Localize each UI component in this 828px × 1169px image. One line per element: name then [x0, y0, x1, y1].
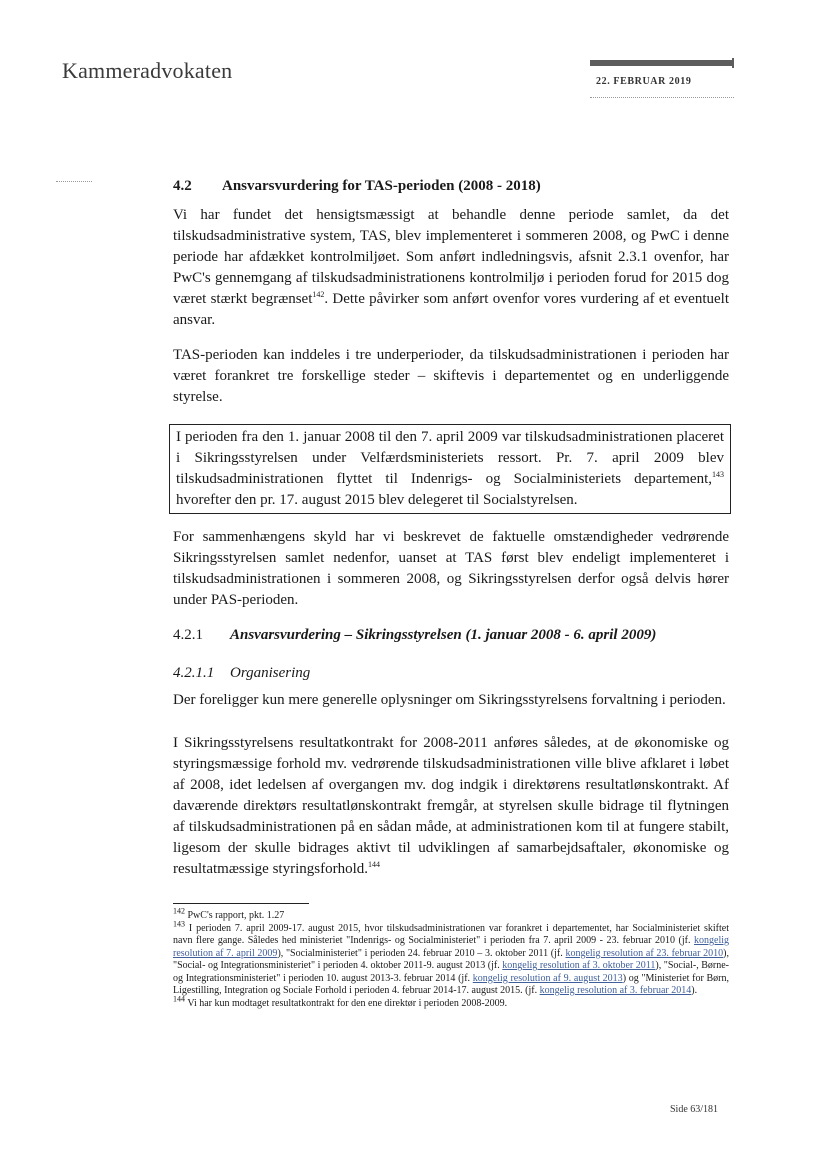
resolution-link-2011[interactable]: kongelig resolution af 3. oktober 2011 [502, 960, 656, 971]
subsubsection-number: 4.2.1.1 [173, 665, 215, 681]
box-text: I perioden fra den 1. januar 2008 til den 7. april 2009 var tilskudsadministrationen placeret i Sikringsstyrelsen under Velfærdsministeriets ressort. Pr. 7. april 2009 blev tilskudsadministrationen flyttet til Indenrigs- og Socialministeriets departement, [176, 429, 724, 487]
footnote-number: 143 [173, 919, 185, 929]
header-bar [590, 60, 734, 66]
subsection-title: Ansvarsvurdering – Sikringsstyrelsen (1. januar 2008 - 6. april 2009) [230, 627, 657, 643]
resolution-link-2013[interactable]: kongelig resolution af 9. august 2013 [472, 972, 623, 984]
footnote-divider [173, 903, 309, 904]
paragraph-contract [173, 733, 729, 880]
footnote-144 [173, 994, 729, 1011]
paragraph-text: I Sikringsstyrelsens resultatkontrakt for 2008-2011 anføres således, at de økonomiske og styringsmæssige forhold mv. vedrørende tilskudsadministrationen ville blive afklaret i løbet af 2008, idet ledelsen af overgangen mv. dog indgik i direktørens resultatlønskontrakt. Af daværende direktørs resultatlønskontrakt fremgår, at styrelsen skulle bidrage til flytningen af tilskudsadministrationen på en sådan måde, at administrationen kom til at fungere stabilt, ligesom der skulle bidrages aktivt til udviklingen af samarbejdsaftaler, økonomiske og resultatmæssige styringsforhold. [173, 735, 729, 877]
footnote-ref-142[interactable]: 142 [312, 290, 325, 299]
header-divider [590, 97, 734, 98]
footnote-text: PwC's rapport, pkt. 1.27 [185, 910, 285, 921]
paragraph-text-tail: . Dette påvirker som anført ovenfor vores vurdering af et eventuelt ansvar. [173, 291, 729, 328]
firm-logo-text: Kammeradvokaten [62, 58, 233, 83]
subsection-number: 4.2.1 [173, 627, 203, 643]
summary-box [169, 424, 731, 514]
footnote-text: ). [691, 985, 698, 996]
footnote-text: ) og "Ministeriet for Børn, Ligestilling, Integration og Sociale Forhold i perioden 4. februar 2014-17. august 2015. (jf. [173, 972, 729, 996]
footnotes [173, 906, 730, 1010]
document-date: 22. FEBRUAR 2019 [596, 76, 692, 87]
paragraph-intro [173, 205, 729, 331]
section-heading [173, 178, 541, 195]
header-bar-end [732, 58, 734, 68]
footnote-142 [173, 906, 729, 923]
footnote-ref-143[interactable]: 143 [712, 470, 724, 479]
page-number: Side 63/181 [670, 1104, 719, 1115]
footnote-text: ), "Social- og Integrationsministeriet" i perioden 4. oktober 2011-9. august 2013 (jf. [173, 947, 729, 971]
paragraph-context: For sammenhængens skyld har vi beskrevet de faktuelle omstændigheder vedrørende Sikringsstyrelsen samlet nedenfor, uanset at TAS først blev endeligt implementeret i tilskudsadministrationen i sommeren 2008, og Sikringsstyrelsen derfor også delvis hører under PAS-perioden. [173, 529, 729, 608]
footnote-ref-144[interactable]: 144 [368, 860, 380, 869]
section-number: 4.2 [173, 178, 192, 194]
subsubsection-heading [173, 665, 310, 682]
resolution-link-2010[interactable]: kongelig resolution af 23. februar 2010 [565, 947, 724, 959]
paragraph-organisation: Der foreligger kun mere generelle oplysninger om Sikringsstyrelsens forvaltning i perioden. [173, 692, 726, 708]
subsubsection-title: Organisering [230, 665, 311, 681]
footnote-text: ), "Social-, Børne- og Integrationsministeriet" i perioden 10. august 2013-3. februar 2014 (jf. [173, 960, 730, 984]
section-title: Ansvarsvurdering for TAS-perioden (2008 - 2018) [222, 178, 541, 194]
subsection-heading [173, 627, 656, 644]
footnote-text: Vi har kun modtaget resultatkontrakt for den ene direktør i perioden 2008-2009. [185, 997, 508, 1009]
footnote-number: 142 [173, 906, 185, 916]
footnote-text: I perioden 7. april 2009-17. august 2015, hvor tilskudsadministrationen var forankret i departementet, har Socialministeriet skiftet navn flere gange. Således hed ministeriet "Indenrigs- og Socialministeriet" i perioden fra 7. april 2009 - 23. februar 2010 (jf. [173, 922, 729, 946]
footnote-text: ), "Socialministeriet" i perioden 24. februar 2010 – 3. oktober 2011 (jf. [277, 947, 566, 959]
resolution-link-2014[interactable]: kongelig resolution af 3. februar 2014 [539, 985, 692, 996]
paragraph-text: Vi har fundet det hensigtsmæssigt at behandle denne periode samlet, da det tilskudsadministrative system, TAS, blev implementeret i sommeren 2008, og PwC i denne periode har afdækket kontrolmiljøet. Som anført indledningsvis, afsnit 2.3.1 ovenfor, har PwC's gennemgang af tilskudsadministrationens kontrolmiljø i perioden forud for 2015 dog været stærkt begrænset [173, 207, 729, 307]
footnote-number: 144 [173, 994, 185, 1004]
footnote-143 [173, 919, 730, 998]
paragraph-subperiods: TAS-perioden kan inddeles i tre underperioder, da tilskudsadministrationen i perioden har været forankret tre forskellige steder – skiftevis i departementet og en underliggende styrelse. [173, 347, 729, 405]
margin-mark [56, 181, 92, 182]
box-text-tail: hvorefter den pr. 17. august 2015 blev delegeret til Socialstyrelsen. [176, 492, 578, 508]
resolution-link-2009[interactable]: kongelig resolution af 7. april 2009 [173, 935, 729, 959]
